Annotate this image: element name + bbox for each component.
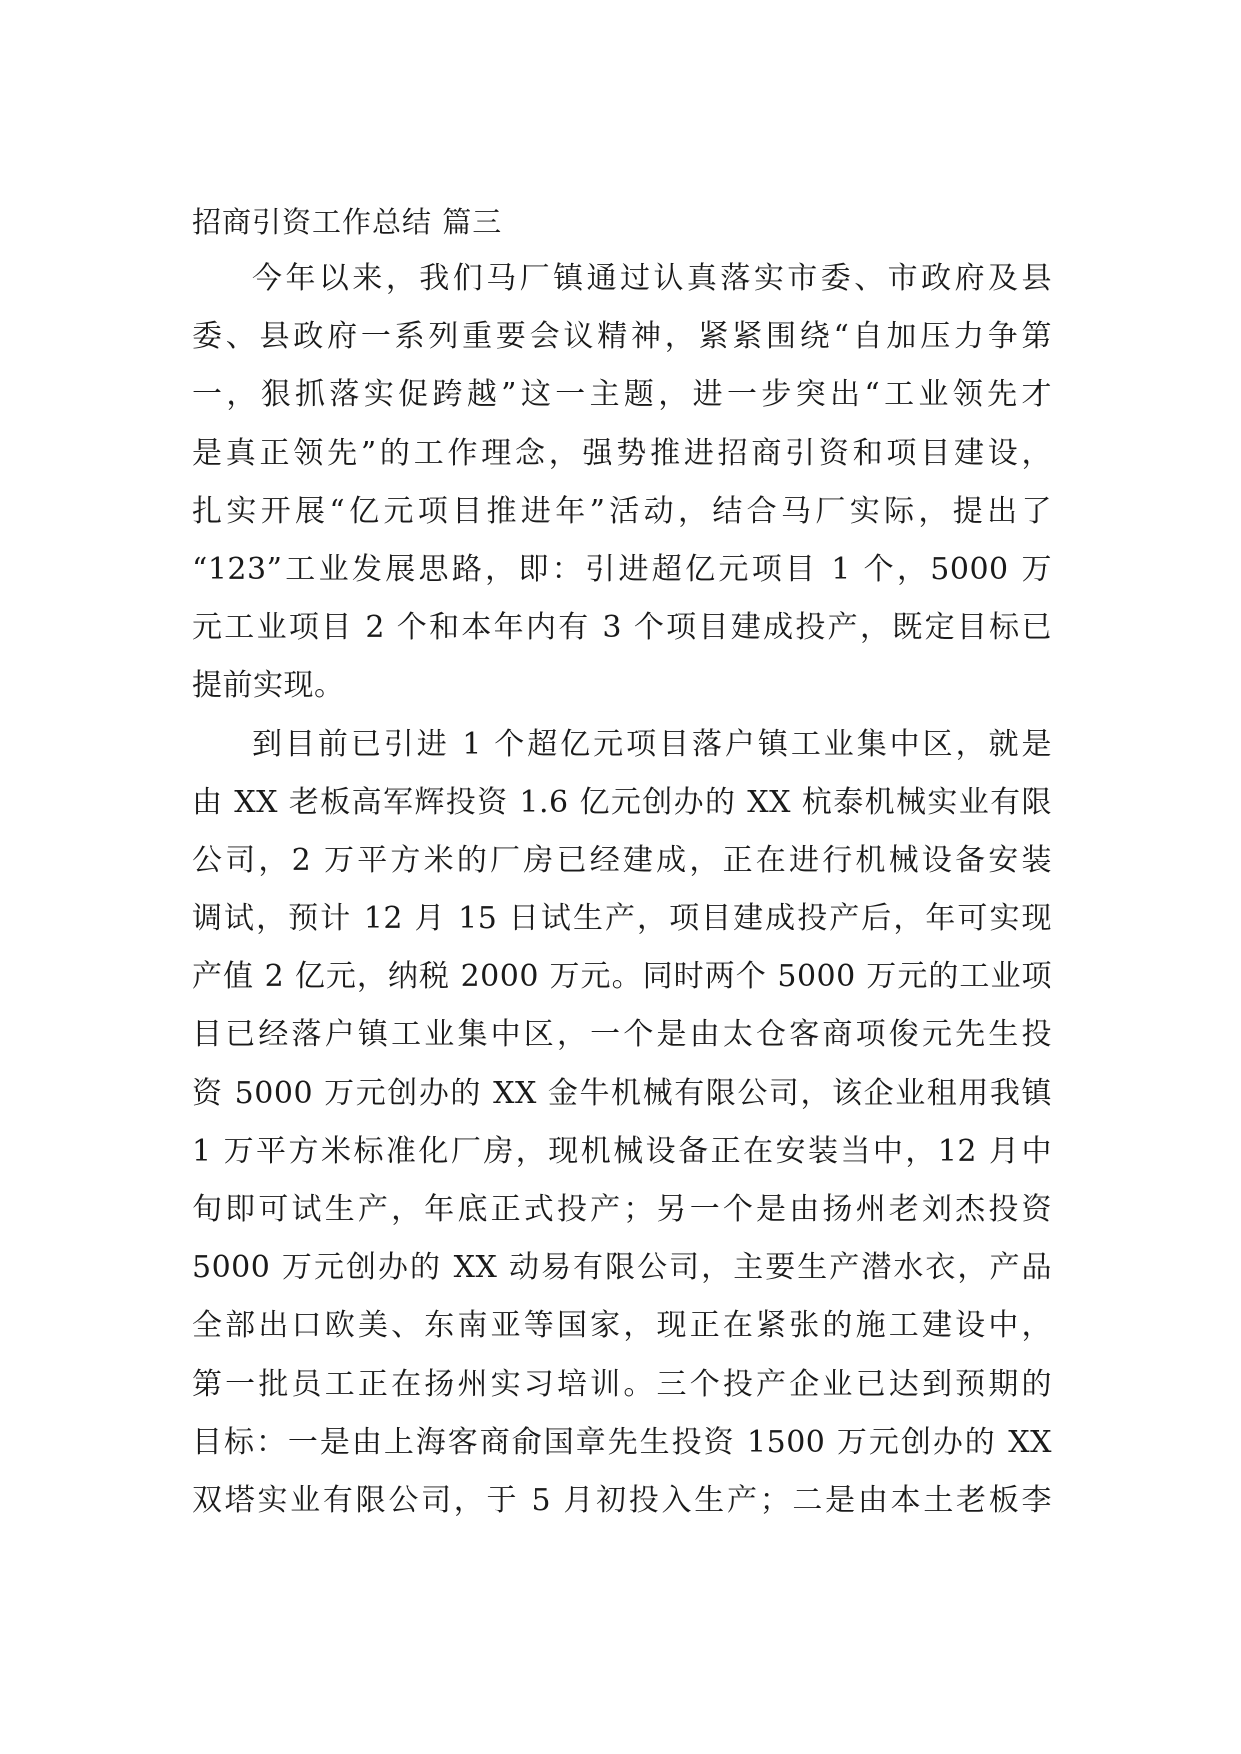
text-line: 一，狠抓落实促跨越”这一主题，进一步突出“工业领先才 xyxy=(192,377,1052,413)
text-line: 双塔实业有限公司，于 5 月初投入生产；二是由本土老板李 xyxy=(192,1482,1052,1518)
text-line: 调试，预计 12 月 15 日试生产，项目建成投产后，年可实现 xyxy=(192,901,1052,937)
text-line: 公司，2 万平方米的厂房已经建成，正在进行机械设备安装 xyxy=(192,842,1052,878)
text-line: 是真正领先”的工作理念，强势推进招商引资和项目建设， xyxy=(192,435,1052,471)
paragraph-2 xyxy=(192,716,1052,1531)
text-line: 1 万平方米标准化厂房，现机械设备正在安装当中，12 月中 xyxy=(192,1133,1052,1169)
text-line: 全部出口欧美、东南亚等国家，现正在紧张的施工建设中， xyxy=(192,1308,1052,1344)
text-line: 目标：一是由上海客商俞国章先生投资 1500 万元创办的 XX xyxy=(192,1424,1052,1460)
text-line: 到目前已引进 1 个超亿元项目落户镇工业集中区，就是 xyxy=(252,726,1052,762)
text-line: 产值 2 亿元，纳税 2000 万元。同时两个 5000 万元的工业项 xyxy=(192,959,1052,995)
paragraph-1 xyxy=(192,250,1052,716)
text-line: 目已经落户镇工业集中区，一个是由太仓客商项俊元先生投 xyxy=(192,1017,1052,1053)
text-line: “123”工业发展思路，即：引进超亿元项目 1 个，5000 万 xyxy=(192,551,1052,587)
text-line: 5000 万元创办的 XX 动易有限公司，主要生产潜水衣，产品 xyxy=(192,1250,1052,1286)
text-line: 今年以来，我们马厂镇通过认真落实市委、市政府及县 xyxy=(252,261,1052,296)
text-line: 元工业项目 2 个和本年内有 3 个项目建成投产，既定目标已 xyxy=(192,610,1052,646)
text-line: 第一批员工正在扬州实习培训。三个投产企业已达到预期的 xyxy=(192,1366,1052,1402)
text-line: 提前实现。 xyxy=(192,668,345,704)
text-line: 由 XX 老板高军辉投资 1.6 亿元创办的 XX 杭泰机械实业有限 xyxy=(192,784,1052,820)
document-title: 招商引资工作总结 篇三 xyxy=(192,205,503,239)
text-line: 旬即可试生产，年底正式投产；另一个是由扬州老刘杰投资 xyxy=(192,1192,1052,1227)
text-line: 委、县政府一系列重要会议精神，紧紧围绕“自加压力争第 xyxy=(192,319,1052,355)
document-body xyxy=(192,194,1052,1530)
text-line: 资 5000 万元创办的 XX 金牛机械有限公司，该企业租用我镇 xyxy=(192,1075,1052,1111)
text-line: 扎实开展“亿元项目推进年”活动，结合马厂实际，提出了 xyxy=(192,493,1052,529)
